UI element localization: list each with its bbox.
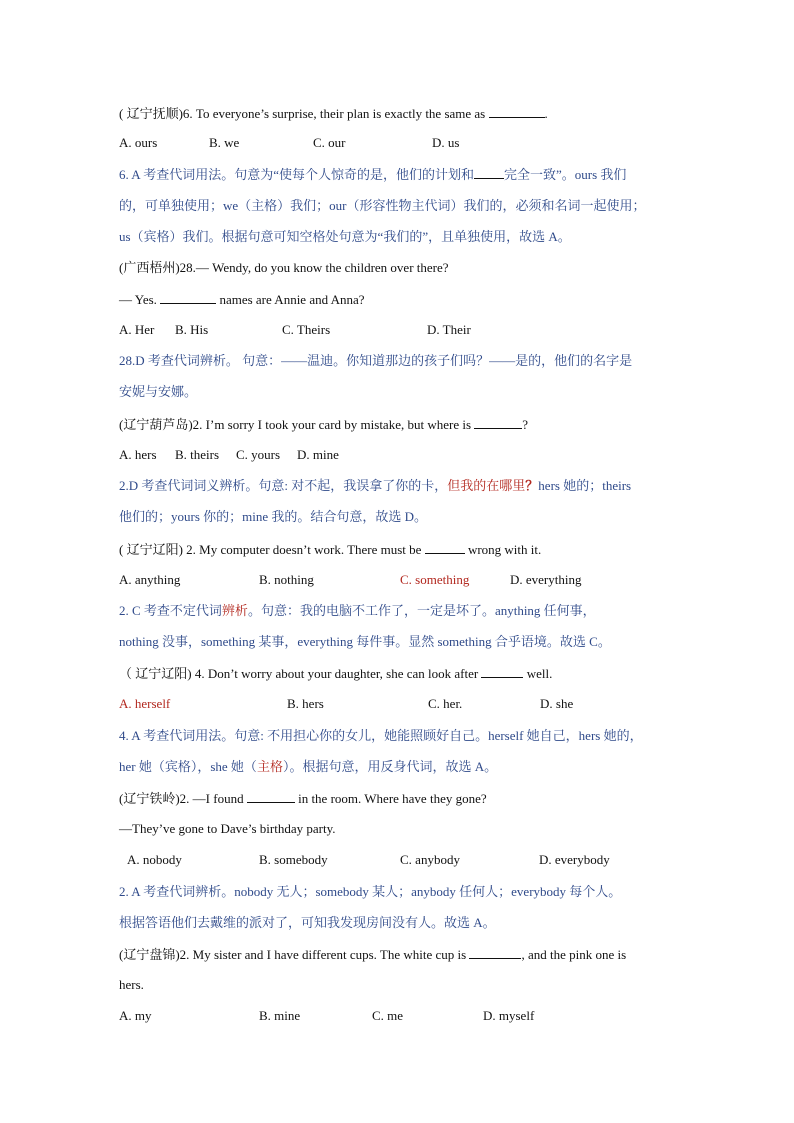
option-c: C. her. (428, 696, 463, 711)
question-5-stem: （ 辽宁辽阳) 4. Don’t worry about your daughter, she can look after well. (119, 666, 553, 681)
option-c: C. our (313, 135, 346, 150)
option-a: A. my (119, 1008, 152, 1023)
option-b: B. somebody (259, 852, 328, 867)
question-1-stem: ( 辽宁抚顺)6. To everyone’s surprise, their plan is exactly the same as . (119, 106, 548, 121)
option-b: B. hers (287, 696, 324, 711)
option-d: D. Their (427, 322, 471, 337)
question-6-explanation-line-1: 2. A 考查代词辨析。nobody 无人；somebody 某人；anybody 任何人；everybody 每个人。 (119, 884, 622, 899)
option-b: B. mine (259, 1008, 301, 1023)
question-4-explanation-line-2: nothing 没事，something 某事，everything 每件事。显然 something 合乎语境。故选 C。 (119, 634, 611, 649)
question-2-explanation-line-1: 28.D 考查代词辨析。 句意：——温迪。你知道那边的孩子们吗？——是的，他们的名字是 (119, 353, 633, 368)
option-b: B. nothing (259, 572, 314, 587)
option-b: B. we (209, 135, 240, 150)
answer-blank (481, 664, 523, 678)
answer-blank (425, 540, 465, 554)
question-2-explanation-line-2: 安妮与安娜。 (119, 384, 198, 399)
option-d: D. us (432, 135, 460, 150)
question-2-stem: (广西梧州)28.— Wendy, do you know the children over there? (119, 260, 449, 275)
option-d: D. myself (483, 1008, 535, 1023)
question-1-explanation-line-3: us（宾格）我们。根据句意可知空格处句意为“我们的”，且单独使用，故选 A。 (119, 229, 571, 244)
question-7-stem: (辽宁盘锦)2. My sister and I have different cups. The white cup is , and the pink one is (119, 947, 627, 962)
answer-blank (489, 104, 545, 118)
question-5-explanation-line-2: her 她（宾格），she 她（主格）。根据句意，用反身代词，故选 A。 (119, 759, 498, 774)
option-c: C. something (400, 572, 470, 587)
option-c: C. me (372, 1008, 404, 1023)
option-d: D. everybody (539, 852, 610, 867)
option-a: A. anything (119, 572, 181, 587)
option-a: A. hers (119, 447, 157, 462)
question-6-reply: —They’ve gone to Dave’s birthday party. (119, 821, 336, 836)
answer-blank (469, 945, 521, 959)
question-1-explanation-line-2: 的，可单独使用；we（主格）我们；our（形容性物主代词）我们的，必须和名词一起使用； (119, 198, 646, 213)
option-c: C. anybody (400, 852, 460, 867)
option-b: B. theirs (175, 447, 220, 462)
option-d: D. she (540, 696, 574, 711)
question-7-stem-line-2: hers. (119, 977, 144, 992)
question-6-stem: (辽宁铁岭)2. —I found in the room. Where have they gone? (119, 791, 487, 806)
option-a: A. ours (119, 135, 158, 150)
option-a: A. nobody (127, 852, 182, 867)
question-5-explanation-line-1: 4. A 考查代词用法。句意: 不用担心你的女儿，她能照顾好自己。herself 她自己，hers 她的， (119, 728, 643, 743)
option-c: C. yours (236, 447, 281, 462)
option-a: A. herself (119, 696, 171, 711)
question-4-explanation-line-1: 2. C 考查不定代词辨析。句意：我的电脑不工作了，一定是坏了。anything 任何事， (119, 603, 596, 618)
option-b: B. His (175, 322, 209, 337)
option-d: D. mine (297, 447, 339, 462)
answer-blank (160, 290, 216, 304)
question-2-reply: — Yes. names are Annie and Anna? (119, 292, 365, 307)
question-3-explanation-line-1: 2.D 考查代词词义辨析。句意: 对不起，我误拿了你的卡，但我的在哪里？hers 她的；theirs (119, 478, 632, 493)
option-d: D. everything (510, 572, 582, 587)
option-a: A. Her (119, 322, 155, 337)
answer-blank (247, 789, 295, 803)
question-3-stem: (辽宁葫芦岛)2. I’m sorry I took your card by mistake, but where is ? (119, 417, 529, 432)
question-1-explanation-line-1: 6. A 考查代词用法。句意为“使每个人惊奇的是，他们的计划和 完全一致”。ours 我们 (119, 167, 627, 182)
answer-blank (474, 415, 522, 429)
question-3-explanation-line-2: 他们的；yours 你的；mine 我的。结合句意，故选 D。 (119, 509, 428, 524)
option-c: C. Theirs (282, 322, 331, 337)
question-4-stem: ( 辽宁辽阳) 2. My computer doesn’t work. There must be wrong with it. (119, 542, 542, 557)
question-6-explanation-line-2: 根据答语他们去戴维的派对了，可知我发现房间没有人。故选 A。 (119, 915, 496, 930)
answer-blank (474, 165, 504, 179)
